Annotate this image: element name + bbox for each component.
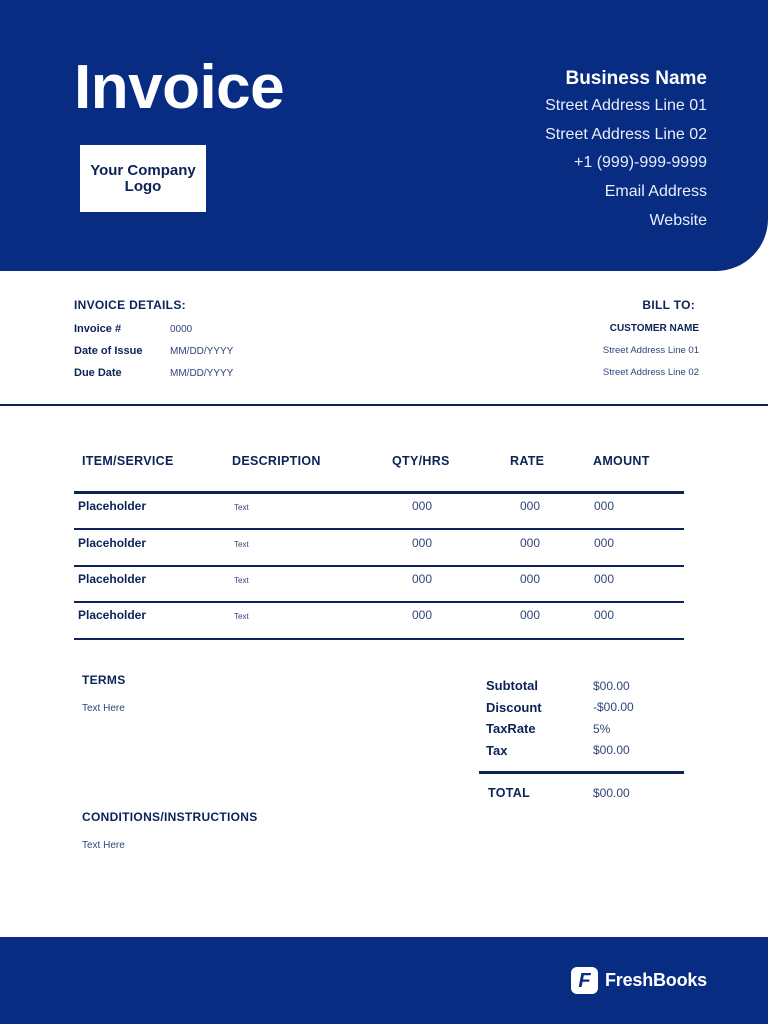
table-row bbox=[74, 494, 684, 530]
row-rate: 000 bbox=[520, 499, 541, 513]
date-of-issue-row bbox=[74, 340, 233, 362]
totals-summary bbox=[486, 675, 634, 761]
freshbooks-logo bbox=[571, 967, 707, 994]
column-header-qty: QTY/HRS bbox=[392, 454, 450, 468]
subtotal-label: Subtotal bbox=[486, 678, 538, 694]
row-rule bbox=[74, 638, 684, 640]
business-info bbox=[545, 66, 707, 235]
freshbooks-mark-icon bbox=[571, 967, 598, 994]
invoice-number-row bbox=[74, 318, 233, 340]
subtotal-row bbox=[486, 675, 634, 697]
row-rate: 000 bbox=[520, 536, 541, 550]
row-rule bbox=[74, 528, 684, 530]
conditions-text: Text Here bbox=[82, 840, 125, 851]
column-header-description: DESCRIPTION bbox=[232, 454, 321, 468]
row-rate: 000 bbox=[520, 608, 541, 622]
logo-text: Your Company Logo bbox=[90, 161, 196, 195]
due-date-label: Due Date bbox=[74, 367, 122, 379]
discount-row bbox=[486, 697, 634, 719]
total-value: $00.00 bbox=[593, 786, 630, 800]
invoice-title: Invoice bbox=[74, 53, 285, 122]
row-qty: 000 bbox=[412, 572, 433, 586]
section-divider bbox=[0, 404, 768, 406]
column-header-amount: AMOUNT bbox=[593, 454, 650, 468]
row-description: Text bbox=[234, 503, 249, 512]
tax-label: Tax bbox=[486, 742, 508, 758]
discount-label: Discount bbox=[486, 699, 542, 715]
tax-rate-value: 5% bbox=[593, 721, 611, 736]
table-row bbox=[74, 567, 684, 603]
invoice-number-value: 0000 bbox=[170, 323, 193, 335]
customer-name: CUSTOMER NAME bbox=[609, 323, 699, 334]
row-item: Placeholder bbox=[78, 499, 147, 513]
brand-mark-letter: F bbox=[578, 969, 591, 992]
company-logo-placeholder bbox=[80, 145, 206, 212]
customer-address-line-2: Street Address Line 02 bbox=[602, 367, 699, 378]
column-header-rate: RATE bbox=[510, 454, 545, 468]
business-phone: +1 (999)-999-9999 bbox=[574, 154, 707, 172]
row-amount: 000 bbox=[594, 572, 615, 586]
business-website: Website bbox=[649, 211, 707, 229]
tax-rate-row bbox=[486, 718, 634, 740]
customer-address-line-1: Street Address Line 01 bbox=[602, 345, 699, 356]
row-description: Text bbox=[234, 540, 249, 549]
conditions-title: CONDITIONS/INSTRUCTIONS bbox=[82, 810, 258, 824]
row-qty: 000 bbox=[412, 499, 433, 513]
bill-to bbox=[603, 298, 699, 384]
business-name: Business Name bbox=[565, 68, 707, 89]
grand-total-row bbox=[488, 786, 630, 800]
date-of-issue-value: MM/DD/YYYY bbox=[170, 345, 234, 357]
header-band bbox=[0, 0, 768, 271]
table-row bbox=[74, 531, 684, 567]
column-header-item: ITEM/SERVICE bbox=[82, 454, 174, 468]
business-address-line-2: Street Address Line 02 bbox=[545, 125, 707, 143]
row-item: Placeholder bbox=[78, 572, 147, 586]
business-address-line-1: Street Address Line 01 bbox=[545, 97, 707, 114]
table-row bbox=[74, 603, 684, 639]
terms-text: Text Here bbox=[82, 703, 125, 714]
row-item: Placeholder bbox=[78, 536, 147, 550]
row-amount: 000 bbox=[594, 536, 615, 550]
invoice-details-title: INVOICE DETAILS: bbox=[74, 298, 186, 312]
due-date-row bbox=[74, 362, 233, 384]
row-description: Text bbox=[234, 612, 249, 621]
row-amount: 000 bbox=[594, 608, 615, 622]
bill-to-title: BILL TO: bbox=[642, 298, 695, 312]
footer-band bbox=[0, 937, 768, 1024]
row-description: Text bbox=[234, 576, 249, 585]
row-qty: 000 bbox=[412, 608, 433, 622]
row-qty: 000 bbox=[412, 536, 433, 550]
tax-rate-label: TaxRate bbox=[486, 721, 536, 737]
total-rule bbox=[479, 771, 684, 774]
subtotal-value: $00.00 bbox=[593, 678, 630, 693]
brand-name: FreshBooks bbox=[604, 970, 707, 990]
tax-row bbox=[486, 740, 634, 762]
total-label: TOTAL bbox=[488, 786, 531, 800]
row-rate: 000 bbox=[520, 572, 541, 586]
row-item: Placeholder bbox=[78, 608, 147, 622]
due-date-value: MM/DD/YYYY bbox=[170, 367, 234, 379]
discount-value: -$00.00 bbox=[593, 700, 634, 715]
invoice-details bbox=[74, 298, 233, 384]
terms-title: TERMS bbox=[82, 673, 126, 687]
row-amount: 000 bbox=[594, 499, 615, 513]
business-email: Email Address bbox=[604, 183, 707, 201]
invoice-number-label: Invoice # bbox=[74, 323, 122, 335]
tax-value: $00.00 bbox=[593, 743, 630, 758]
date-of-issue-label: Date of Issue bbox=[74, 345, 143, 357]
